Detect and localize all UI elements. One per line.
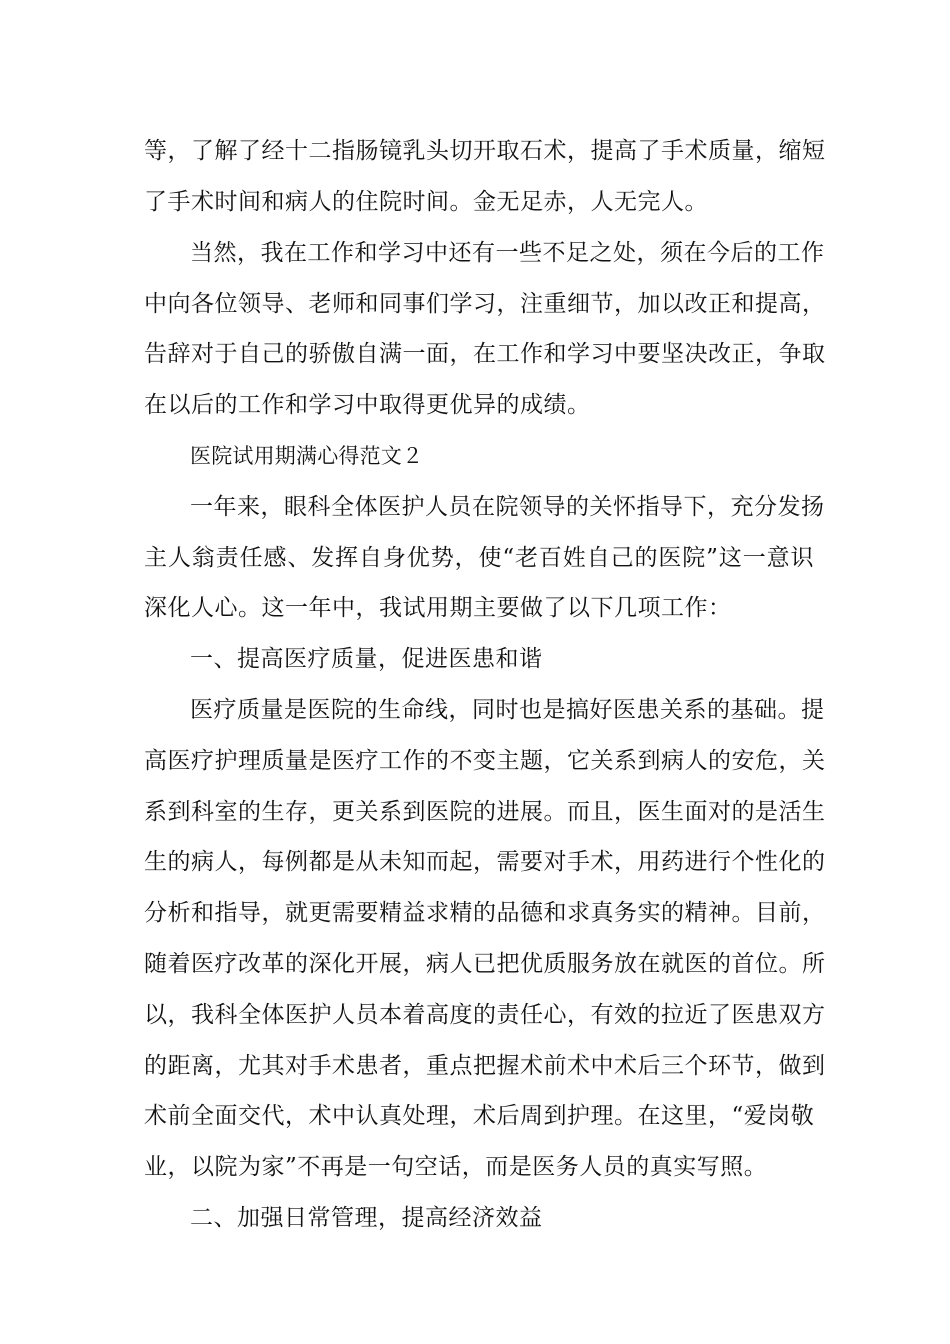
text-line: 分析和指导，就更需要精益求精的品德和求真务实的精神。目前，: [144, 900, 826, 926]
text-line: 了手术时间和病人的住院时间。金无足赤，人无完人。: [144, 189, 708, 215]
text-line: 中向各位领导、老师和同事们学习，注重细节，加以改正和提高，: [144, 291, 826, 317]
text-line: 在以后的工作和学习中取得更优异的成绩。: [144, 392, 591, 418]
text-line: 高医疗护理质量是医疗工作的不变主题，它关系到病人的安危，关: [144, 748, 826, 774]
section-heading: 二、加强日常管理，提高经济效益: [190, 1205, 543, 1231]
text-line: 业，以院为家”不再是一句空话，而是医务人员的真实写照。: [144, 1154, 768, 1180]
text-line: 等，了解了经十二指肠镜乳头切开取石术，提高了手术质量，缩短: [144, 138, 826, 164]
text-line: 的距离，尤其对手术患者，重点把握术前术中术后三个环节，做到: [144, 1053, 826, 1079]
text-line: 生的病人，每例都是从未知而起，需要对手术，用药进行个性化的: [144, 849, 826, 875]
section-heading: 一、提高医疗质量，促进医患和谐: [190, 646, 543, 672]
text-line: 术前全面交代，术中认真处理，术后周到护理。在这里，“爱岗敬: [144, 1103, 815, 1129]
text-line: 系到科室的生存，更关系到医院的进展。而且，医生面对的是活生: [144, 799, 826, 825]
text-line: 一年来，眼科全体医护人员在院领导的关怀指导下，充分发扬: [190, 494, 825, 520]
section-title: 医院试用期满心得范文２: [190, 444, 424, 468]
text-line: 告辞对于自己的骄傲自满一面，在工作和学习中要坚决改正，争取: [144, 341, 826, 367]
text-line: 医疗质量是医院的生命线，同时也是搞好医患关系的基础。提: [190, 697, 825, 723]
text-line: 深化人心。这一年中，我试用期主要做了以下几项工作：: [144, 595, 732, 621]
text-line: 以，我科全体医护人员本着高度的责任心，有效的拉近了医患双方: [144, 1002, 826, 1028]
text-line: 当然，我在工作和学习中还有一些不足之处，须在今后的工作: [190, 240, 825, 266]
text-line: 随着医疗改革的深化开展，病人已把优质服务放在就医的首位。所: [144, 951, 826, 977]
text-line: 主人翁责任感、发挥自身优势，使“老百姓自己的医院”这一意识: [144, 545, 814, 571]
